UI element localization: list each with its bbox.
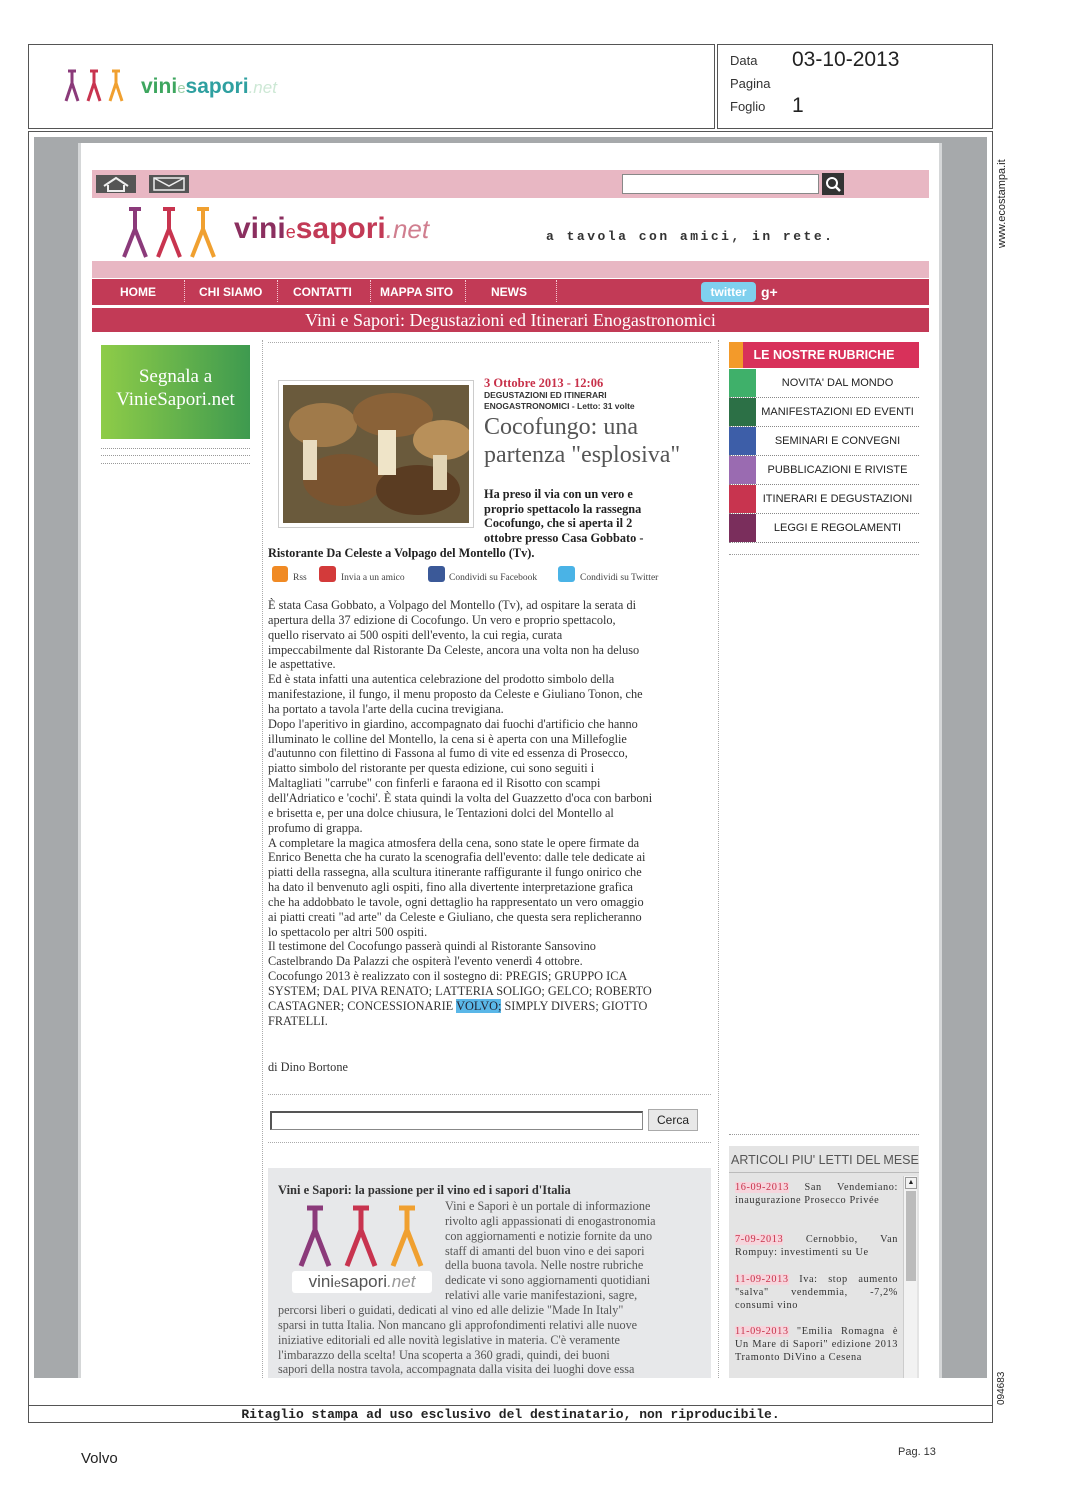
article-author: di Dino Bortone: [268, 1060, 348, 1074]
rubriche-title: LE NOSTRE RUBRICHE: [729, 342, 919, 368]
article-category: DEGUSTAZIONI ED ITINERARI ENOGASTRONOMICI - Letto: 31 volte: [484, 390, 635, 411]
nav-separator: [277, 280, 278, 302]
pagina-label: Pagina: [730, 76, 771, 91]
ecostampa-vertical-label: www.ecostampa.it: [996, 159, 1008, 248]
most-read-item[interactable]: 7-09-2013 Cernobbio, Van Rompuy: investimenti su Ue: [735, 1234, 898, 1258]
divider: [729, 554, 919, 555]
article-lead-end: Ristorante Da Celeste a Volpago del Montello (Tv).: [268, 546, 535, 560]
pink-strip: [92, 261, 929, 278]
keyword-highlight: VOLVO;: [456, 998, 502, 1013]
site-search-input[interactable]: [622, 174, 819, 194]
data-value: 03-10-2013: [792, 48, 900, 71]
most-read-item[interactable]: 11-09-2013 Iva: stop aumento "salva" vendemmia, -7,2% consumi vino: [735, 1274, 898, 1311]
code-vertical-label: 094683: [996, 1371, 1007, 1405]
share-rss[interactable]: Rss: [293, 573, 307, 583]
rubrica-item[interactable]: PUBBLICAZIONI E RIVISTE: [729, 456, 919, 485]
rubrica-item[interactable]: ITINERARI E DEGUSTAZIONI: [729, 485, 919, 514]
nav-separator: [370, 280, 371, 302]
divider: [101, 455, 250, 456]
column-divider: [262, 340, 263, 1378]
site-subtitle: Vini e Sapori: Degustazioni ed Itinerari Enogastronomici: [92, 308, 929, 332]
about-logo-icon: [297, 1202, 431, 1270]
gplus-button[interactable]: g+: [761, 282, 783, 302]
comment-search-input[interactable]: [270, 1111, 643, 1130]
twitter-button[interactable]: twitter: [701, 282, 756, 302]
about-title: Vini e Sapori: la passione per il vino ed i sapori d'Italia: [278, 1183, 571, 1197]
share-twitter[interactable]: Condividi su Twitter: [580, 573, 659, 583]
header-logo-box: [28, 44, 715, 129]
most-read-cutoff: [34, 1378, 987, 1404]
site-logo-icon: [120, 203, 230, 261]
rubrica-item[interactable]: SEMINARI E CONVEGNI: [729, 427, 919, 456]
divider: [268, 342, 711, 343]
divider: [729, 1172, 919, 1173]
most-read-item[interactable]: 11-09-2013 "Emilia Romagna è Un Mare di Sapori" edizione 2013 Tramonto DiVino a Cesena: [735, 1326, 898, 1363]
send-friend-icon[interactable]: [319, 566, 336, 582]
article-date: 3 Ottobre 2013 - 12:06: [484, 376, 604, 390]
most-read-item[interactable]: 16-09-2013 San Vendemiano: inaugurazione Prosecco Privée: [735, 1182, 898, 1206]
divider: [729, 1134, 919, 1135]
footer-keyword: Volvo: [81, 1450, 118, 1467]
article-title: Cocofungo: una partenza "esplosiva": [484, 414, 681, 468]
search-icon[interactable]: [822, 173, 844, 195]
nav-mappa-sito[interactable]: MAPPA SITO: [380, 285, 454, 299]
rubrica-item[interactable]: NOVITA' DAL MONDO: [729, 369, 919, 398]
rubrica-item[interactable]: LEGGI E REGOLAMENTI: [729, 514, 919, 543]
article-lead: Ha preso il via con un vero e proprio spettacolo la rassegna Cocofungo, che si aperta il 2 ottobre presso Casa Gobbato -: [484, 487, 644, 545]
home-icon[interactable]: [96, 175, 136, 193]
facebook-icon[interactable]: [428, 566, 445, 582]
about-text-wide: percorsi liberi o guidati, dedicati al vino ed alle delizie "Made In Italy" sparsi in tutta Italia. Non mancano gli approfondimenti relativi alle nuove iniziative editoriali ed alle novità legislative in materia. C'è veramente l'imbarazzo della scelta! Una scoperta a 360 gradi, quindi, dei buoni sapori della nostra tavola, accompagnata dalla visita dei luoghi dove essa: [278, 1303, 638, 1377]
site-logo-text: viniesapori.net: [234, 212, 430, 245]
article-body: È stata Casa Gobbato, a Volpago del Montello (Tv), ad ospitare la serata di apertura della 37 edizione di Cocofungo. Un vero e proprio spettacolo, quello riservato ai 500 ospiti dell'evento, la cui regia, curata impeccabilmente dal Ristorante Da Celeste, ancora una volta non ha deluso le aspettative. Ed è stata infatti una autentica celebrazione del prodotto simbolo della manifestazione, il fungo, il menu proposto da Celeste e Giuliano Tonon, che ha portato a tavola l'arte della cucina trevigiana. Dopo l'aperitivo in giardino, accompagnato dai fuochi d'artificio che hanno illuminato le colline del Montello, la cena si è aperta con una Millefoglie d'autunno con filettino di Fassona al fumo di vite ed essenza di Prosecco, piatto simbolo del ristorante per questa edizione, cui sono seguiti i Maltagliati "carrube" con finferli e faraona ed il Risotto con scampi dell'Adriatico e 'cochi'. È stata quindi la volta del Guazzetto d'oca con barboni e brisetta e, per una dolce chiusura, le Tentazioni dolci del Montello al profumo di grappa. A completare la magica atmosfera della cena, sono state le opere firmate da Enrico Benetta che ha curato la scenografia dell'evento: dalle tele dedicate ai piatti della rassegna, alla scultura itinerante raffigurante il fungo onirico che ha dato il benvenuto agli ospiti, fino alla divertente interpretazione grafica che ha addobbato le tavole, ogni dettaglio ha rappresentato un vero omaggio ai piatti creati "ad arte" da Celeste e Giuliano, che questa sera replicheranno lo spettacolo per altri 500 ospiti. Il testimone del Cocofungo passerà quindi al Ristorante Sansovino Castelbrando Da Palazzi che ospiterà l'evento venerdì 4 ottobre. Cocofungo 2013 è realizzato con il sostegno di: PREGIS; GRUPPO ICA SYSTEM; DAL PIVA RENATO; LATTERIA SOLIGO; GELCO; ROBERTO CASTAGNER; CONCESSIONARIE VOLVO; SIMPLY DIVERS; GIOTTO FRATELLI.: [268, 598, 653, 1028]
share-invia[interactable]: Invia a un amico: [341, 573, 405, 583]
about-text-narrow: Vini e Sapori è un portale di informazione rivolto agli appassionati di enogastronomia con aggiornamenti e notizie fornite da uno staff di amanti del buon vino e dei sapori della buona tavola. Nelle nostre rubriche dedicate vi sono aggiornamenti quotidiani relativi alle varie manifestazioni, sagre,: [445, 1199, 656, 1303]
corkscrew-logo-icon: [62, 67, 134, 107]
twitter-icon[interactable]: [558, 566, 575, 582]
nav-contatti[interactable]: CONTATTI: [293, 285, 352, 299]
mail-icon[interactable]: [149, 175, 189, 193]
header-meta-box: [717, 44, 993, 129]
ritaglio-notice: Ritaglio stampa ad uso esclusivo del destinatario, non riproducibile.: [28, 1405, 993, 1423]
divider: [101, 463, 250, 464]
divider: [268, 1142, 711, 1143]
foglio-label: Foglio: [730, 99, 766, 114]
about-logo-text: viniesapori.net: [292, 1271, 432, 1293]
divider: [101, 448, 250, 449]
nav-home[interactable]: HOME: [120, 285, 156, 299]
nav-separator: [184, 280, 185, 302]
share-facebook[interactable]: Condividi su Facebook: [449, 573, 538, 583]
data-label: Data: [730, 53, 758, 68]
nav-separator: [556, 280, 557, 302]
site-tagline: a tavola con amici, in rete.: [546, 229, 835, 244]
article-image: [278, 380, 474, 528]
cerca-button[interactable]: Cerca: [648, 1109, 698, 1131]
most-read-list: [735, 1181, 898, 1364]
most-read-scrollbar[interactable]: ▲: [903, 1176, 917, 1378]
segnala-box[interactable]: Segnala a VinieSapori.net: [101, 345, 250, 439]
nav-separator: [465, 280, 466, 302]
divider: [268, 1094, 711, 1095]
foglio-value: 1: [792, 94, 804, 117]
footer-page: Pag. 13: [898, 1446, 936, 1458]
nav-news[interactable]: NEWS: [491, 285, 527, 299]
nav-chi-siamo[interactable]: CHI SIAMO: [199, 285, 263, 299]
most-read-title: ARTICOLI PIU' LETTI DEL MESE: [731, 1153, 919, 1167]
rubrica-item[interactable]: MANIFESTAZIONI ED EVENTI: [729, 398, 919, 427]
rss-icon[interactable]: [272, 566, 288, 582]
column-divider: [718, 340, 719, 1378]
header-logo-text: viniesapori.net: [141, 75, 277, 98]
